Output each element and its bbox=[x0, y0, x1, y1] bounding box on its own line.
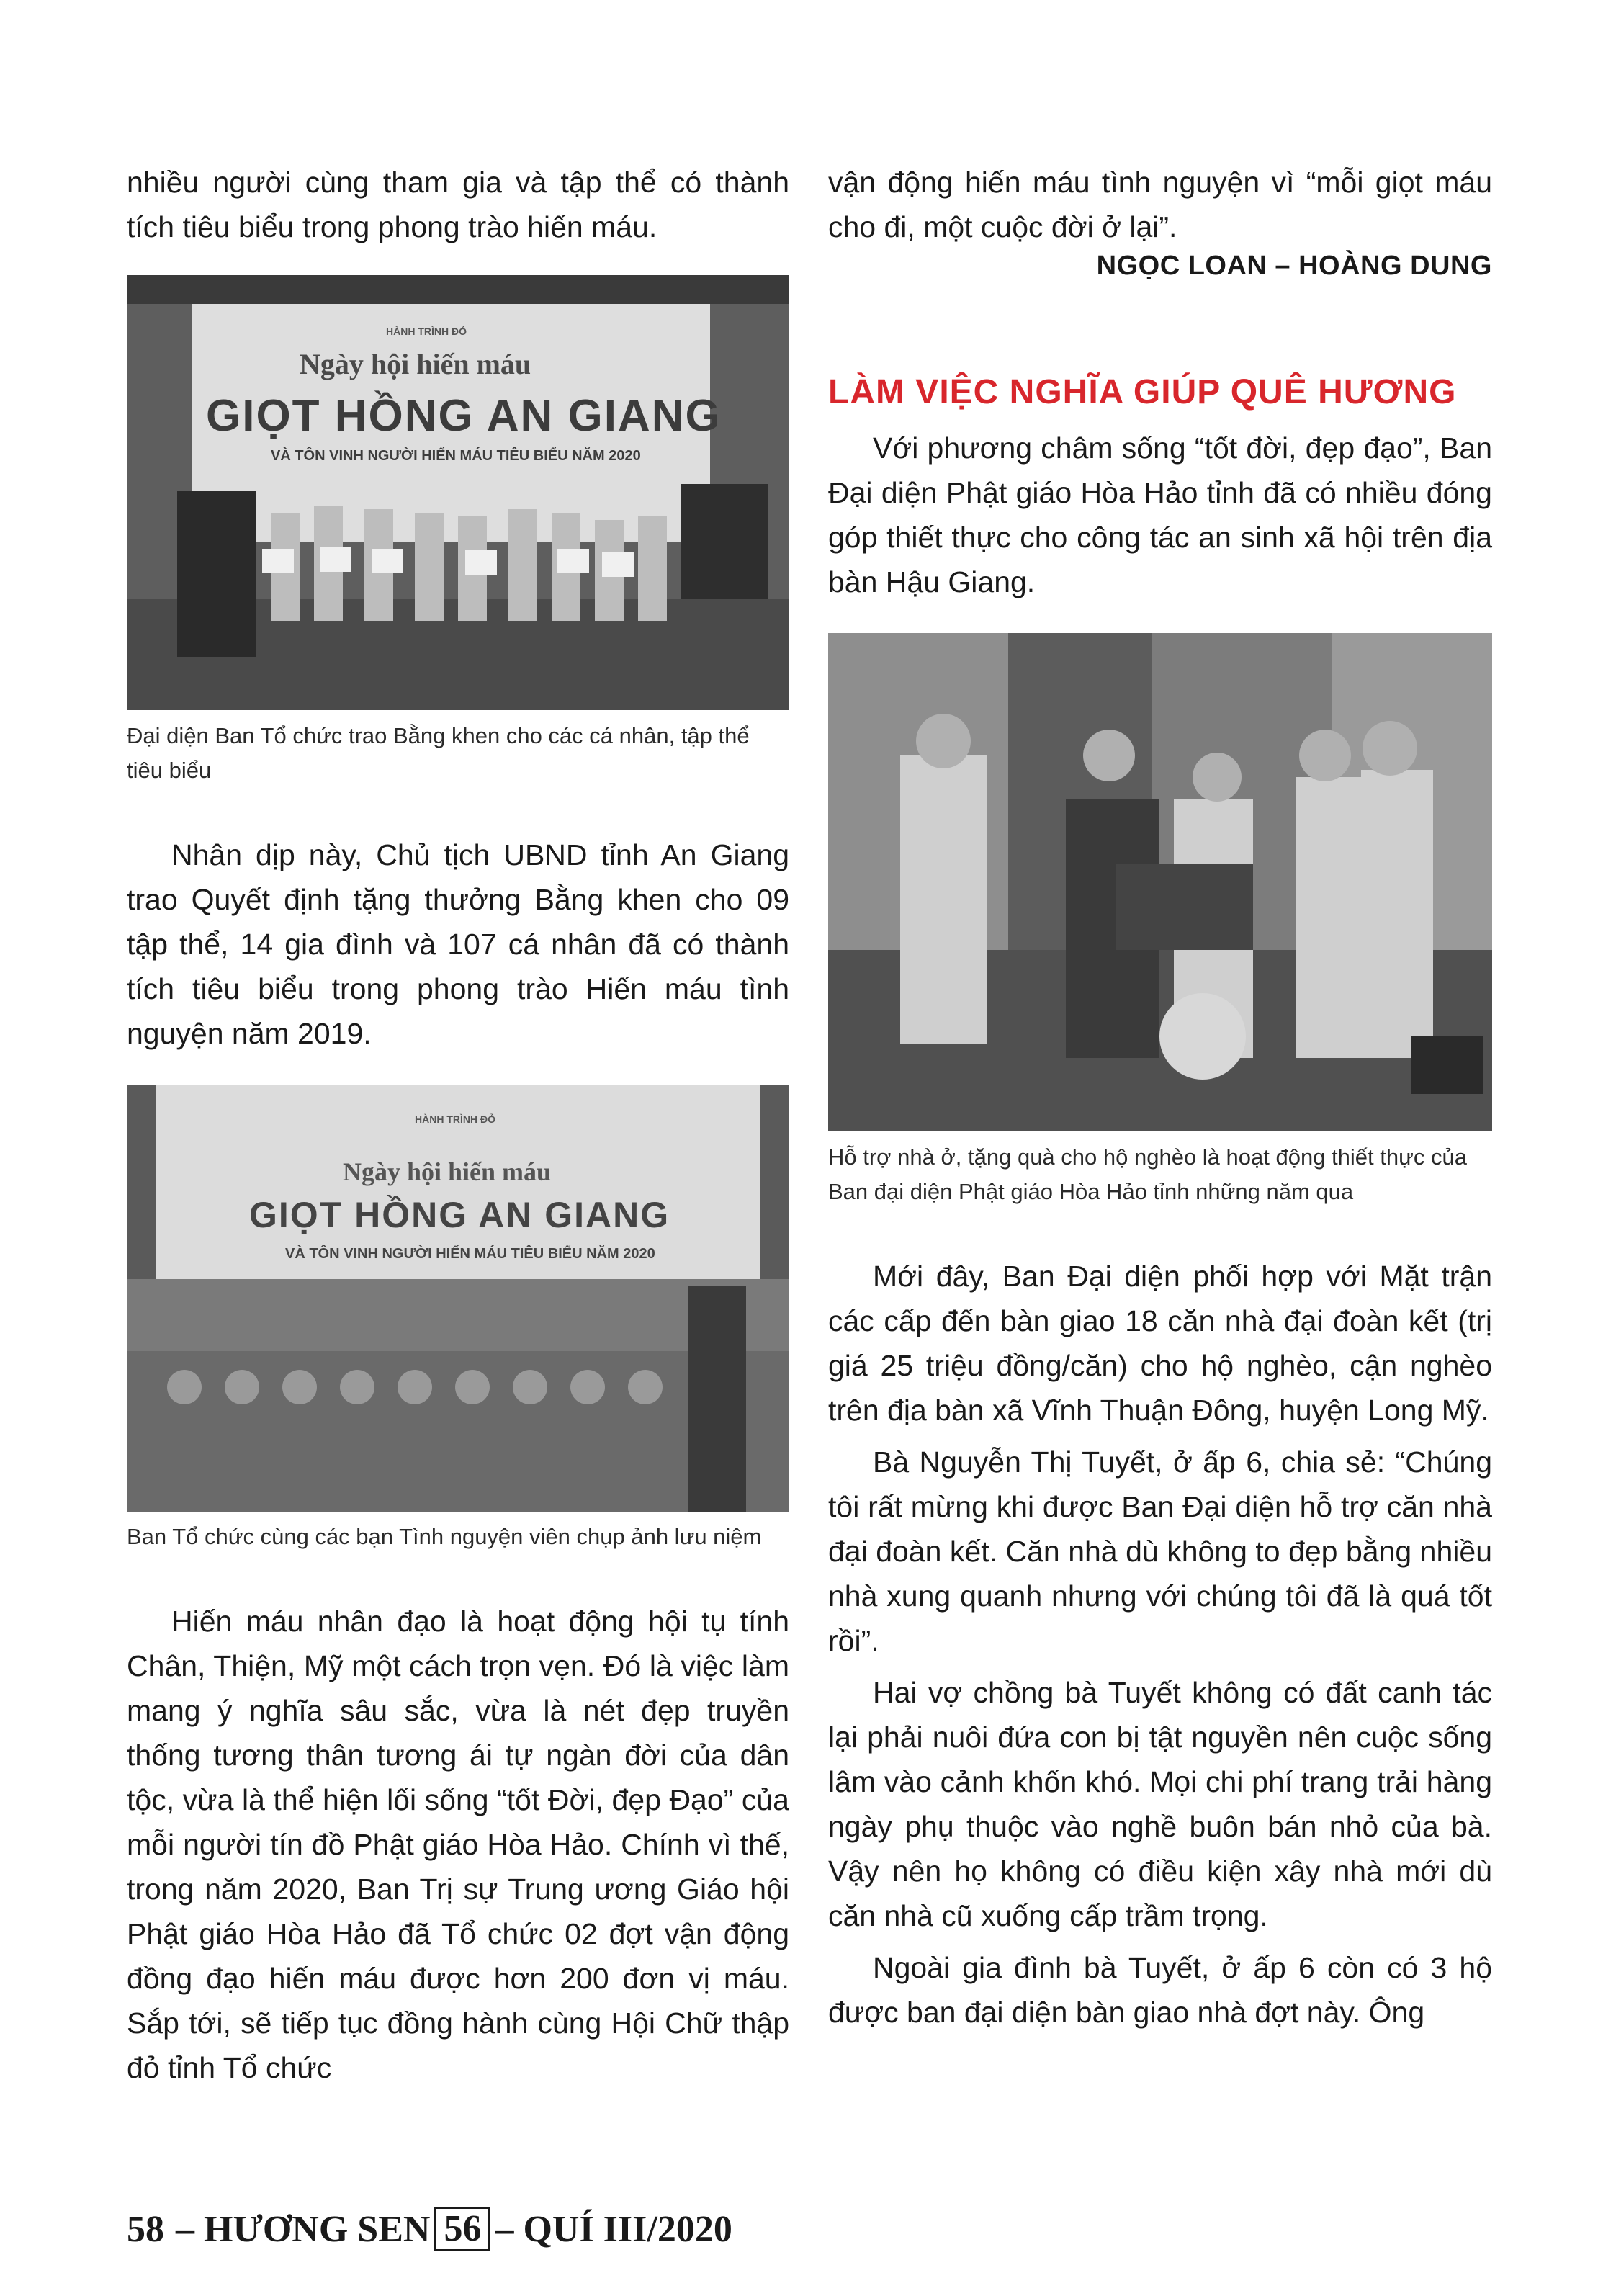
paragraph: Hai vợ chồng bà Tuyết không có đất canh tác lại phải nuôi đứa con bị tật nguyền nên cuộc sống lâm vào cảnh khốn khó. Mọi chi phí trang trải hàng ngày phụ thuộc vào nghề buôn bán nhỏ của bà. Vậy nên họ không có điều kiện xây nhà mới dù căn nhà cũ xuống cấp trầm trọng. bbox=[828, 1676, 1492, 1932]
banner-line2: GIỌT HỒNG AN GIANG bbox=[206, 391, 722, 441]
issue-number: 56 bbox=[434, 2207, 490, 2251]
issue-date: – QUÍ III/2020 bbox=[495, 2208, 732, 2250]
paragraph: vận động hiến máu tình nguyện vì “mỗi giọt máu cho đi, một cuộc đời ở lại”. bbox=[828, 166, 1492, 243]
photo-caption: Ban Tổ chức cùng các bạn Tình nguyện viên chụp ảnh lưu niệm bbox=[127, 1524, 762, 1549]
section-title: LÀM VIỆC NGHĨA GIÚP QUÊ HƯƠNG bbox=[828, 373, 1457, 411]
paragraph: Nhân dịp này, Chủ tịch UBND tỉnh An Giang trao Quyết định tặng thưởng Bằng khen cho 09 tập thể, 14 gia đình và 107 cá nhân đã có thành tích tiêu biểu trong phong trào Hiến máu tình nguyện năm 2019. bbox=[127, 838, 789, 1050]
photo-award-ceremony bbox=[127, 275, 789, 710]
banner-line3: VÀ TÔN VINH NGƯỜI HIẾN MÁU TIÊU BIỂU NĂM 2020 bbox=[271, 448, 641, 464]
paragraph: Ngoài gia đình bà Tuyết, ở ấp 6 còn có 3 hộ được ban đại diện bàn giao nhà đợt này. Ông bbox=[828, 1951, 1492, 2029]
paragraph: Mới đây, Ban Đại diện phối hợp với Mặt trận các cấp đến bàn giao 18 căn nhà đại đoàn kết (trị giá 25 triệu đồng/căn) cho hộ nghèo, cận nghèo trên địa bàn xã Vĩnh Thuận Đông, huyện Long Mỹ. bbox=[828, 1260, 1492, 1427]
article-byline: NGỌC LOAN – HOÀNG DUNG bbox=[1096, 251, 1492, 281]
right-column bbox=[828, 160, 1492, 2035]
banner-line3: VÀ TÔN VINH NGƯỜI HIẾN MÁU TIÊU BIỂU NĂM 2020 bbox=[285, 1246, 655, 1262]
photo-charity-handover bbox=[828, 633, 1492, 1131]
banner-line1: Ngày hội hiến máu bbox=[343, 1157, 552, 1186]
photo-volunteers-group bbox=[127, 1085, 789, 1512]
paragraph: Hiến máu nhân đạo là hoạt động hội tụ tính Chân, Thiện, Mỹ một cách trọn vẹn. Đó là việc làm mang ý nghĩa sâu sắc, vừa là nét đẹp truyền thống tương thân tương ái tự ngàn đời của dân tộc, vừa là thể hiện lối sống “tốt Đời, đẹp Đạo” của mỗi người tín đồ Phật giáo Hòa Hảo. Chính vì thế, trong năm 2020, Ban Trị sự Trung ương Giáo hội Phật giáo Hòa Hảo đã Tổ chức 02 đợt vận động đồng đạo hiến máu được hơn 200 đơn vị máu. Sắp tới, sẽ tiếp tục đồng hành cùng Hội Chữ thập đỏ tỉnh Tổ chức bbox=[127, 1605, 789, 2084]
photo-caption: Đại diện Ban Tổ chức trao Bằng khen cho các cá nhân, tập thể tiêu biểu bbox=[127, 723, 750, 783]
magazine-name: – HƯƠNG SEN bbox=[176, 2208, 431, 2250]
left-column bbox=[127, 160, 789, 2090]
banner-small-text: HÀNH TRÌNH ĐỎ bbox=[415, 1113, 495, 1125]
banner-line2: GIỌT HỒNG AN GIANG bbox=[249, 1195, 670, 1235]
page-footer bbox=[127, 2207, 732, 2251]
paragraph: nhiều người cùng tham gia và tập thể có thành tích tiêu biểu trong phong trào hiến máu. bbox=[127, 166, 789, 243]
banner-small-text: HÀNH TRÌNH ĐỎ bbox=[386, 326, 467, 337]
photo-caption: Hỗ trợ nhà ở, tặng quà cho hộ nghèo là hoạt động thiết thực của Ban đại diện Phật giáo Hòa Hảo tỉnh những năm qua bbox=[828, 1144, 1467, 1204]
banner-line1: Ngày hội hiến máu bbox=[300, 348, 531, 380]
paragraph: Bà Nguyễn Thị Tuyết, ở ấp 6, chia sẻ: “Chúng tôi rất mừng khi được Ban Đại diện hỗ trợ căn nhà đại đoàn kết. Căn nhà dù không to đẹp bằng nhiều nhà xung quanh nhưng với chúng tôi đã là quá tốt rồi”. bbox=[828, 1445, 1492, 1657]
page-number: 58 bbox=[127, 2208, 164, 2250]
paragraph: Với phương châm sống “tốt đời, đẹp đạo”, Ban Đại diện Phật giáo Hòa Hảo tỉnh đã có nhiều đóng góp thiết thực cho công tác an sinh xã hội trên địa bàn Hậu Giang. bbox=[828, 431, 1492, 598]
